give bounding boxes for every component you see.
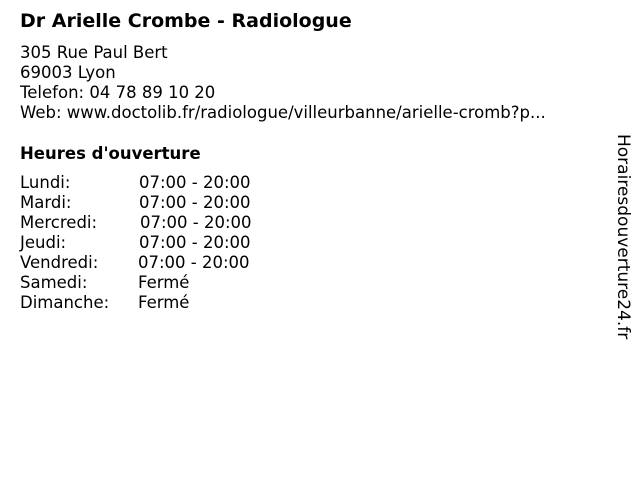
phone-label: Telefon: <box>20 83 85 102</box>
web-link[interactable]: www.doctolib.fr/radiologue/villeurbanne/arielle-cromb?p... <box>66 103 546 122</box>
day-hours: 07:00 - 20:00 <box>139 173 251 192</box>
day-hours: 07:00 - 20:00 <box>139 193 251 212</box>
web-label: Web: <box>20 103 62 122</box>
contact-block <box>20 43 546 123</box>
address-city: 69003 Lyon <box>20 63 116 82</box>
day-label: Samedi: <box>20 273 88 292</box>
day-hours: Fermé <box>138 273 190 292</box>
day-hours: 07:00 - 20:00 <box>138 253 250 272</box>
day-label: Lundi: <box>20 173 71 192</box>
hours-heading: Heures d'ouverture <box>20 144 201 163</box>
day-label: Vendredi: <box>20 253 99 272</box>
day-label: Dimanche: <box>20 293 110 312</box>
site-watermark: Horairesdouverture24.fr <box>613 134 633 340</box>
day-label: Jeudi: <box>20 233 67 252</box>
day-hours: 07:00 - 20:00 <box>139 233 251 252</box>
phone-number[interactable]: 04 78 89 10 20 <box>89 83 216 102</box>
day-label: Mardi: <box>20 193 72 212</box>
web-line <box>20 103 546 123</box>
day-hours: 07:00 - 20:00 <box>140 213 252 232</box>
address-street: 305 Rue Paul Bert <box>20 43 168 62</box>
business-name: Dr Arielle Crombe - Radiologue <box>20 10 352 32</box>
day-label: Mercredi: <box>20 213 98 232</box>
day-hours: Fermé <box>138 293 190 312</box>
phone-line <box>20 83 546 103</box>
